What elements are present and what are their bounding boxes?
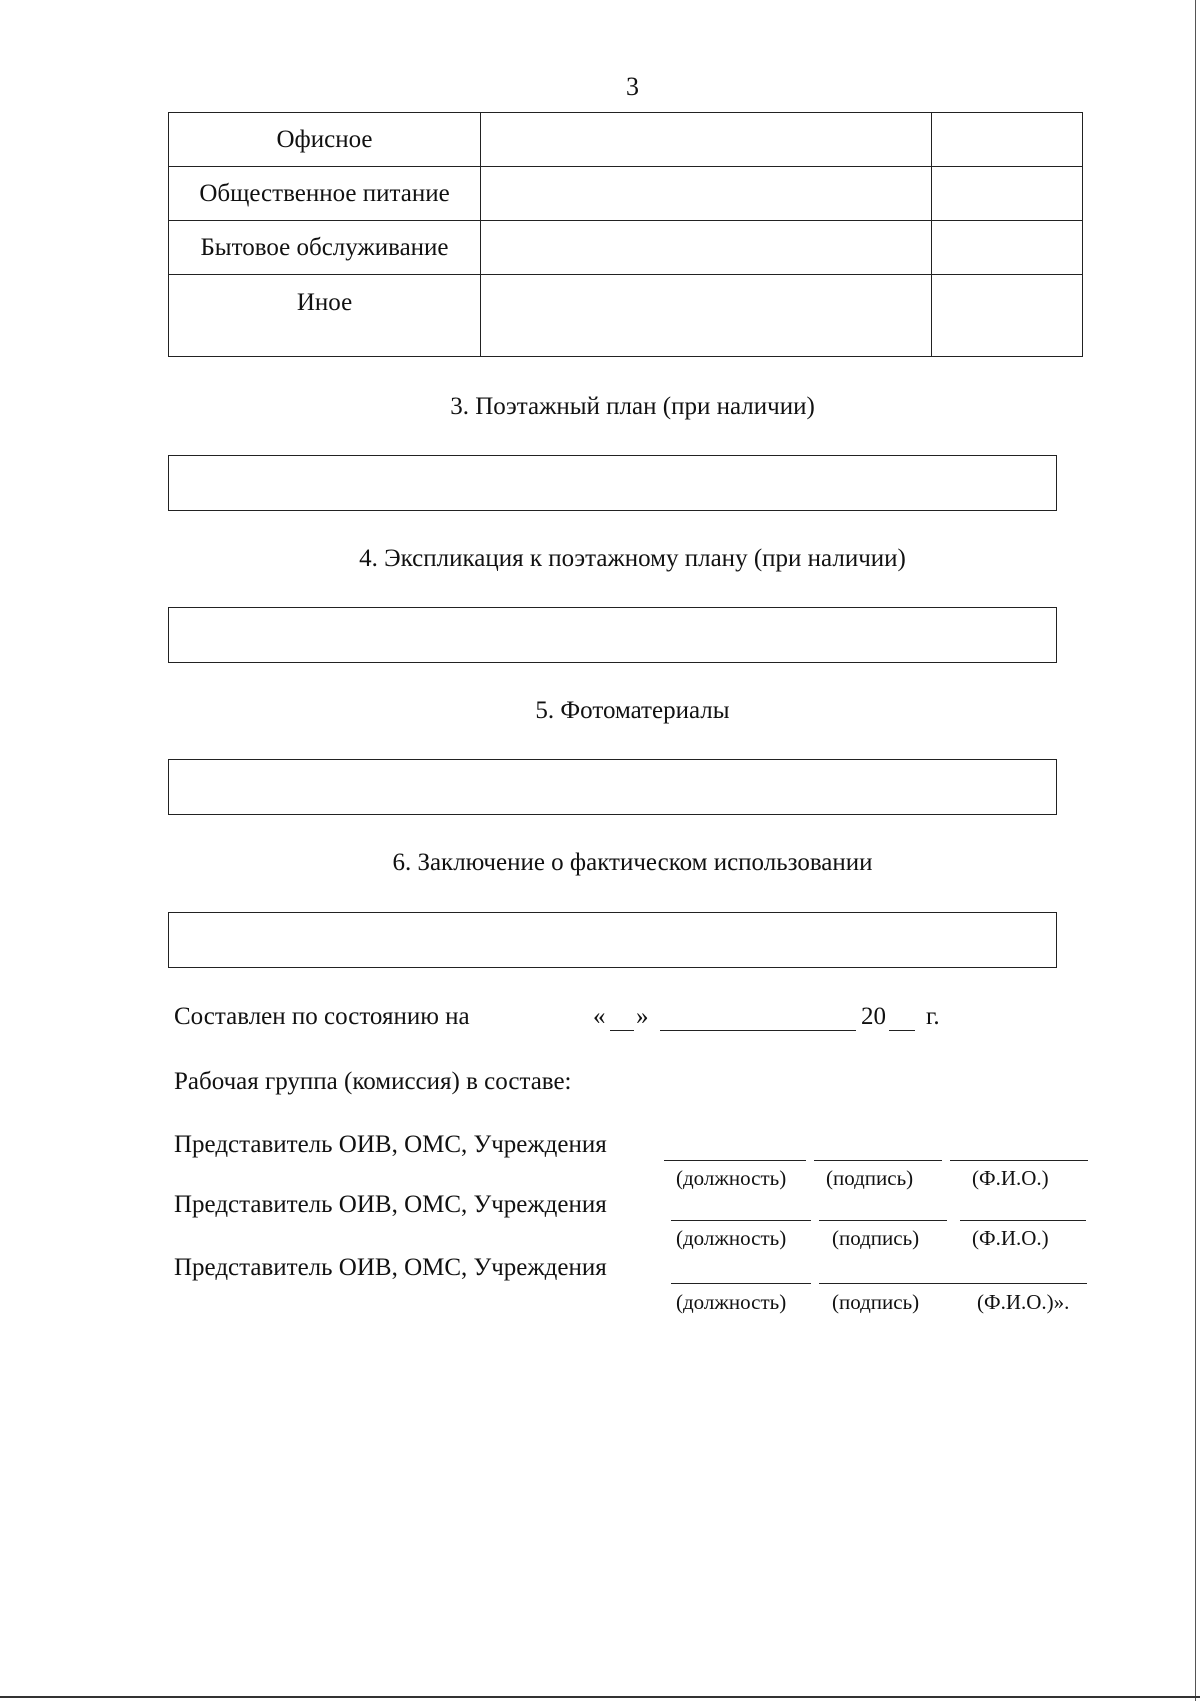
position-caption: (должность)	[676, 1290, 787, 1314]
signature-blank	[814, 1160, 942, 1161]
row-value-cell	[481, 221, 932, 275]
name-caption: (Ф.И.О.)	[972, 1166, 1049, 1190]
signature-caption: (подпись)	[832, 1290, 920, 1314]
position-blank	[671, 1283, 811, 1284]
table-row	[169, 275, 1083, 357]
section-heading-floor-plan: 3. Поэтажный план (при наличии)	[450, 393, 815, 420]
date-year-suffix: г.	[926, 1003, 940, 1030]
working-group-label: Рабочая группа (комиссия) в составе:	[174, 1068, 572, 1095]
row-value-cell	[481, 113, 932, 167]
row-extra-cell	[932, 221, 1083, 275]
page-edge-bottom	[0, 1696, 1200, 1698]
row-extra-cell	[932, 275, 1083, 357]
date-year-blank	[889, 1030, 915, 1031]
section-heading-conclusion: 6. Заключение о фактическом использовании	[392, 849, 873, 876]
date-day-close-quote: »	[636, 1003, 649, 1030]
signature-name-blank	[819, 1283, 1087, 1284]
table-row	[169, 167, 1083, 221]
representative-label: Представитель ОИВ, ОМС, Учреждения	[174, 1131, 607, 1158]
conclusion-box	[168, 912, 1057, 968]
row-label: Бытовое обслуживание	[169, 221, 481, 275]
section-heading-explication: 4. Экспликация к поэтажному плану (при наличии)	[359, 545, 906, 572]
signature-caption: (подпись)	[832, 1226, 920, 1250]
row-extra-cell	[932, 113, 1083, 167]
table-row	[169, 113, 1083, 167]
explication-box	[168, 607, 1057, 663]
name-caption: (Ф.И.О.)».	[977, 1290, 1070, 1314]
position-blank	[671, 1220, 811, 1221]
signature-caption: (подпись)	[826, 1166, 914, 1190]
row-label: Общественное питание	[169, 167, 481, 221]
name-blank	[960, 1220, 1086, 1221]
position-blank	[664, 1160, 806, 1161]
page-number: 3	[626, 72, 639, 101]
representative-label: Представитель ОИВ, ОМС, Учреждения	[174, 1254, 607, 1281]
date-day-open-quote: «	[593, 1003, 606, 1030]
signature-blank	[819, 1220, 947, 1221]
section-heading-photos: 5. Фотоматериалы	[535, 697, 730, 724]
table-row	[169, 221, 1083, 275]
photos-box	[168, 759, 1057, 815]
row-extra-cell	[932, 167, 1083, 221]
date-month-blank	[660, 1030, 856, 1031]
row-label: Офисное	[169, 113, 481, 167]
date-year-prefix: 20	[861, 1003, 886, 1030]
name-blank	[950, 1160, 1088, 1161]
representative-label: Представитель ОИВ, ОМС, Учреждения	[174, 1191, 607, 1218]
date-day-blank	[610, 1030, 634, 1031]
row-value-cell	[481, 275, 932, 357]
floor-plan-box	[168, 455, 1057, 511]
row-label: Иное	[169, 275, 481, 357]
row-value-cell	[481, 167, 932, 221]
position-caption: (должность)	[676, 1166, 787, 1190]
usage-table	[168, 112, 1083, 357]
position-caption: (должность)	[676, 1226, 787, 1250]
name-caption: (Ф.И.О.)	[972, 1226, 1049, 1250]
compiled-label: Составлен по состоянию на	[174, 1003, 470, 1030]
